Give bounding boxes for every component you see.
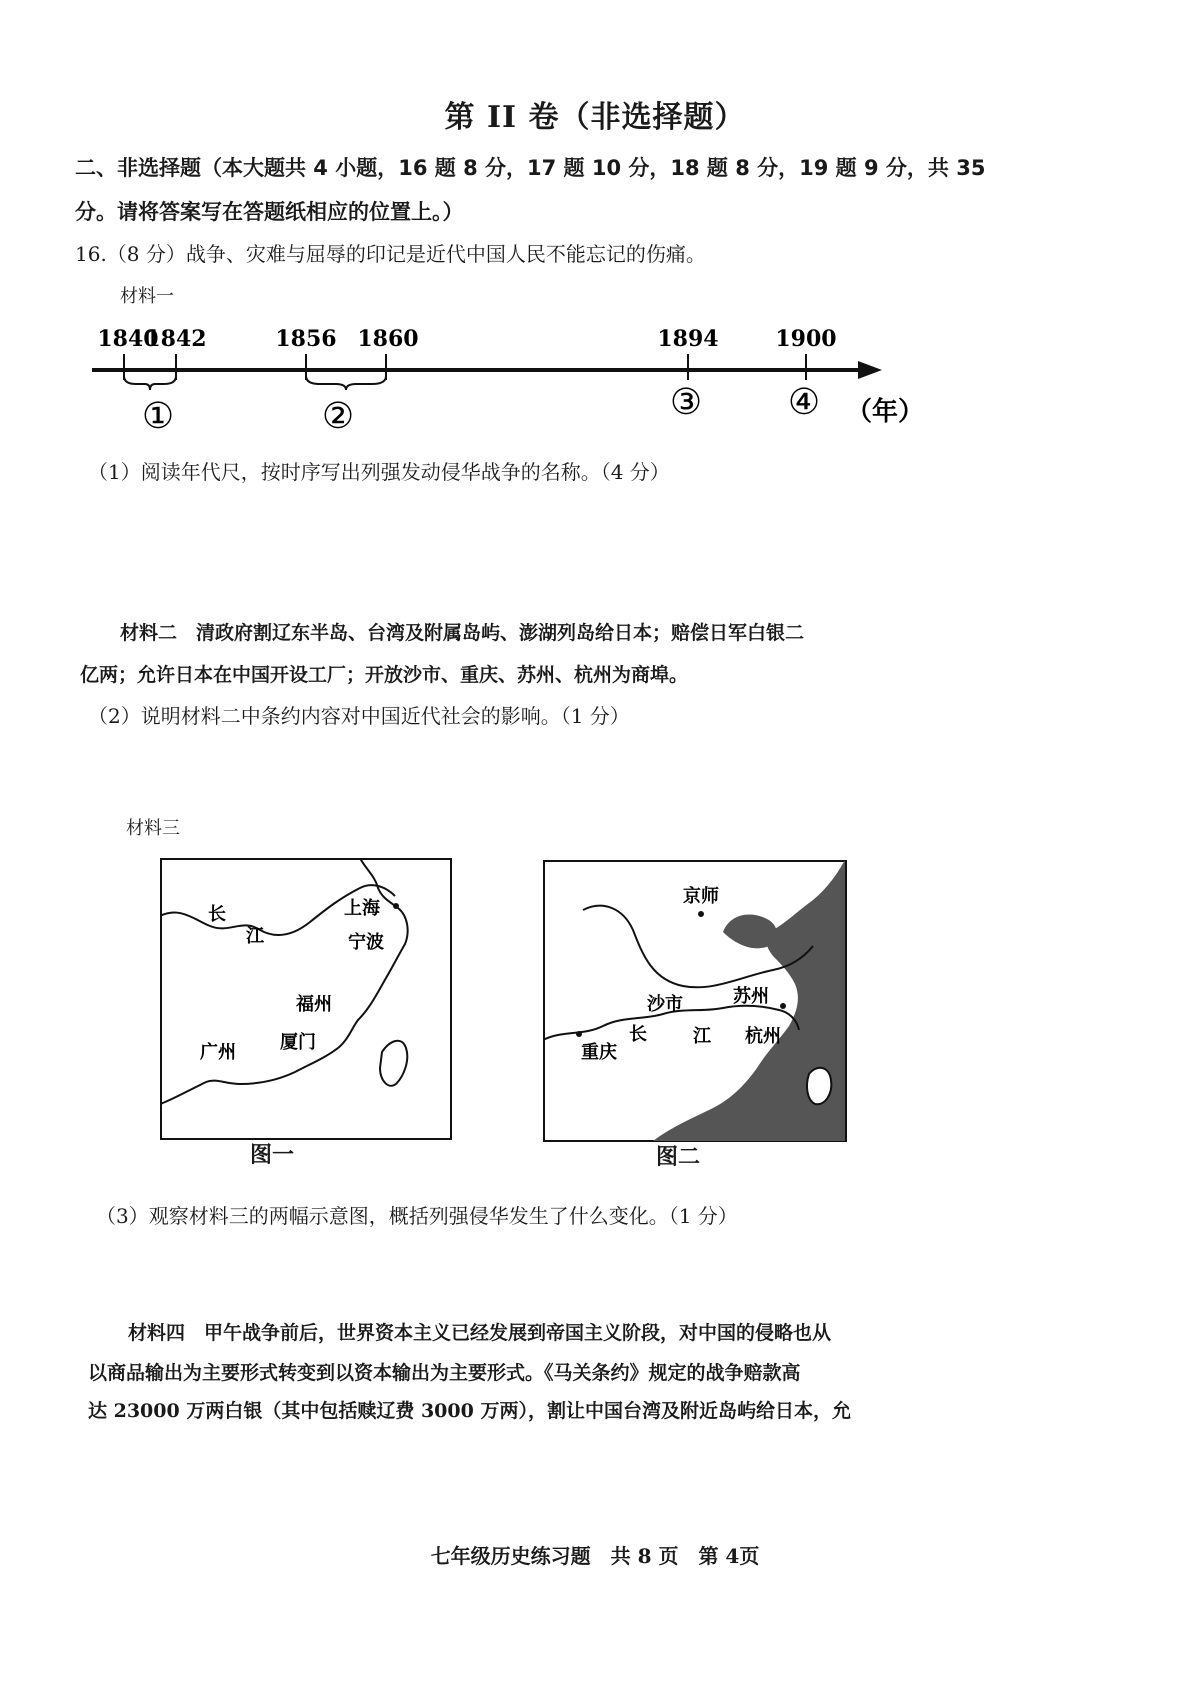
material-1-label: 材料一 (120, 286, 174, 307)
year-1860: 1860 (357, 326, 419, 352)
jingshi-dot (698, 911, 704, 917)
map1-label-jiang: 江 (246, 926, 264, 947)
year-1900: 1900 (775, 326, 837, 352)
map-figure-2 (543, 860, 847, 1144)
question-16-stem: 16.（8 分）战争、灾难与屈辱的印记是近代中国人民不能忘记的伤痛。 (75, 242, 706, 266)
year-1840: 1840 (97, 326, 159, 352)
map2-label-jingshi: 京师 (683, 886, 719, 907)
timeline-arrow-icon (858, 361, 882, 379)
sub-question-1: （1）阅读年代尺，按时序写出列强发动侵华战争的名称。（4 分） (88, 460, 670, 484)
map1-label-chang: 长 (208, 904, 226, 925)
section-heading-line1: 二、非选择题（本大题共 4 小题，16 题 8 分，17 题 10 分，18 题 8 分，19 题 9 分，共 35 (75, 156, 986, 180)
map-1-caption: 图一 (250, 1142, 295, 1168)
map1-label-ningbo: 宁波 (348, 932, 384, 953)
timeline-chart (0, 300, 1190, 450)
timeline-unit: （年） (845, 397, 925, 427)
map1-label-fuzhou: 福州 (296, 994, 332, 1015)
year-1894: 1894 (657, 326, 719, 352)
year-1856: 1856 (275, 326, 337, 352)
map2-taiwan-island-shape (807, 1068, 831, 1104)
suzhou-dot (780, 1003, 786, 1009)
map2-label-suzhou: 苏州 (733, 986, 769, 1007)
marker-1: ① (141, 396, 175, 437)
page-title: 第 II 卷（非选择题） (444, 100, 746, 135)
material-4-line1: 材料四 甲午战争前后，世界资本主义已经发展到帝国主义阶段，对中国的侵略也从 (128, 1322, 832, 1344)
map2-label-chongqing: 重庆 (581, 1042, 617, 1063)
map2-label-hangzhou: 杭州 (745, 1026, 781, 1047)
marker-3: ③ (669, 382, 703, 423)
material-4-line3: 达 23000 万两白银（其中包括赎辽费 3000 万两），割让中国台湾及附近岛屿给日本，允 (88, 1400, 851, 1422)
map2-label-chang: 长 (629, 1024, 647, 1045)
map1-label-guangzhou: 广州 (200, 1042, 236, 1063)
material-2-line1: 材料二 清政府割辽东半岛、台湾及附属岛屿、澎湖列岛给日本；赔偿日军白银二 (120, 622, 805, 644)
sub-question-3: （3）观察材料三的两幅示意图，概括列强侵华发生了什么变化。（1 分） (96, 1204, 738, 1228)
map2-label-shashi: 沙市 (647, 994, 683, 1015)
brace-1840-1842 (124, 376, 176, 390)
shanghai-dot (393, 903, 399, 909)
section-heading-line2: 分。请将答案写在答题纸相应的位置上。） (75, 200, 464, 224)
chongqing-dot (576, 1031, 582, 1037)
material-2-line2: 亿两；允许日本在中国开设工厂；开放沙市、重庆、苏州、杭州为商埠。 (80, 664, 689, 686)
map-2-caption: 图二 (656, 1144, 701, 1170)
sub-question-2: （2）说明材料二中条约内容对中国近代社会的影响。（1 分） (88, 704, 630, 728)
material-3-label: 材料三 (126, 818, 180, 839)
map2-label-jiang: 江 (693, 1026, 711, 1047)
brace-1856-1860 (306, 376, 386, 390)
map-figure-1 (160, 858, 452, 1142)
map1-label-xiamen: 厦门 (280, 1032, 316, 1053)
marker-2: ② (321, 396, 355, 437)
year-1842: 1842 (145, 326, 207, 352)
page-footer: 七年级历史练习题 共 8 页 第 4页 (430, 1544, 760, 1568)
map1-label-shanghai: 上海 (344, 898, 380, 919)
marker-4: ④ (787, 382, 821, 423)
material-4-line2: 以商品输出为主要形式转变到以资本输出为主要形式。《马关条约》规定的战争赔款高 (88, 1362, 801, 1384)
